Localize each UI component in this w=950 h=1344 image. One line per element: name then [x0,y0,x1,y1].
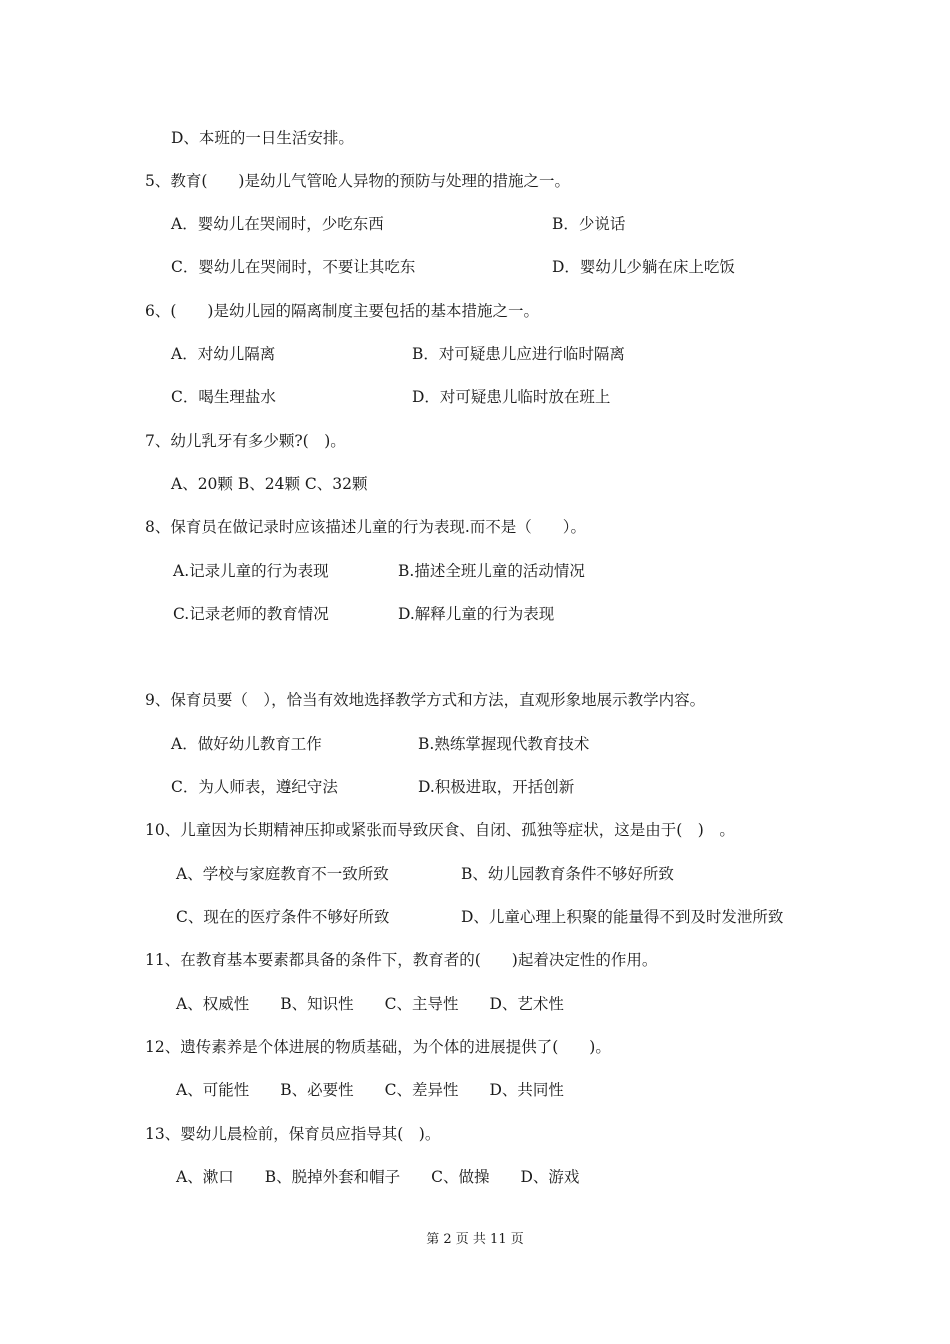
options-q13: A、漱口 B、脱掉外套和帽子 C、做操 D、游戏 [176,1168,580,1186]
option-c-q6: C．喝生理盐水 [171,388,276,406]
option-c-q5: C．婴幼儿在哭闹时，不要让其吃东 [171,258,416,276]
option-a-q8: A.记录儿童的行为表现 [173,562,329,580]
option-b-q9: B.熟练掌握现代教育技术 [418,735,590,753]
option-d-q9: D.积极进取，开括创新 [418,778,575,796]
option-c-q9: C．为人师表，遵纪守法 [171,778,338,796]
option-d-q10: D、儿童心理上积聚的能量得不到及时发泄所致 [461,908,784,926]
question-7: 7、幼儿乳牙有多少颗?( )。 [145,432,346,450]
option-a-q10: A、学校与家庭教育不一致所致 [176,865,389,883]
question-9: 9、保育员要（ ），恰当有效地选择教学方式和方法，直观形象地展示教学内容。 [145,691,706,709]
options-q11: A、权威性 B、知识性 C、主导性 D、艺术性 [176,995,564,1013]
option-d-q6: D．对可疑患儿临时放在班上 [412,388,611,406]
option-b-q10: B、幼儿园教育条件不够好所致 [461,865,674,883]
question-13: 13、婴幼儿晨检前，保育员应指导其( )。 [145,1125,441,1143]
option-b-q8: B.描述全班儿童的活动情况 [398,562,585,580]
option-c-q8: C.记录老师的教育情况 [173,605,329,623]
question-6: 6、( )是幼儿园的隔离制度主要包括的基本措施之一。 [145,302,539,320]
option-b-q5: B．少说话 [552,215,626,233]
options-q7: A、20颗 B、24颗 C、32颗 [171,475,368,493]
option-c-q10: C、现在的医疗条件不够好所致 [176,908,390,926]
option-d-q5: D．婴幼儿少躺在床上吃饭 [552,258,735,276]
option-a-q9: A．做好幼儿教育工作 [171,735,322,753]
question-5: 5、教育( )是幼儿气管呛人异物的预防与处理的措施之一。 [145,172,570,190]
option-a-q5: A．婴幼儿在哭闹时，少吃东西 [171,215,384,233]
options-q12: A、可能性 B、必要性 C、差异性 D、共同性 [176,1081,564,1099]
option-d-q8: D.解释儿童的行为表现 [398,605,555,623]
page-footer: 第 2 页 共 11 页 [426,1232,524,1247]
option-a-q6: A．对幼儿隔离 [171,345,276,363]
option-b-q6: B．对可疑患儿应进行临时隔离 [412,345,625,363]
question-11: 11、在教育基本要素都具备的条件下，教育者的( )起着决定性的作用。 [145,951,658,969]
question-10: 10、儿童因为长期精神压抑或紧张而导致厌食、自闭、孤独等症状，这是由于( ) 。 [145,821,735,839]
question-8: 8、保育员在做记录时应该描述儿童的行为表现.而不是（ ）。 [145,518,587,536]
question-12: 12、遗传素养是个体进展的物质基础，为个体的进展提供了( )。 [145,1038,611,1056]
option-d-q4: D、本班的一日生活安排。 [171,129,354,147]
